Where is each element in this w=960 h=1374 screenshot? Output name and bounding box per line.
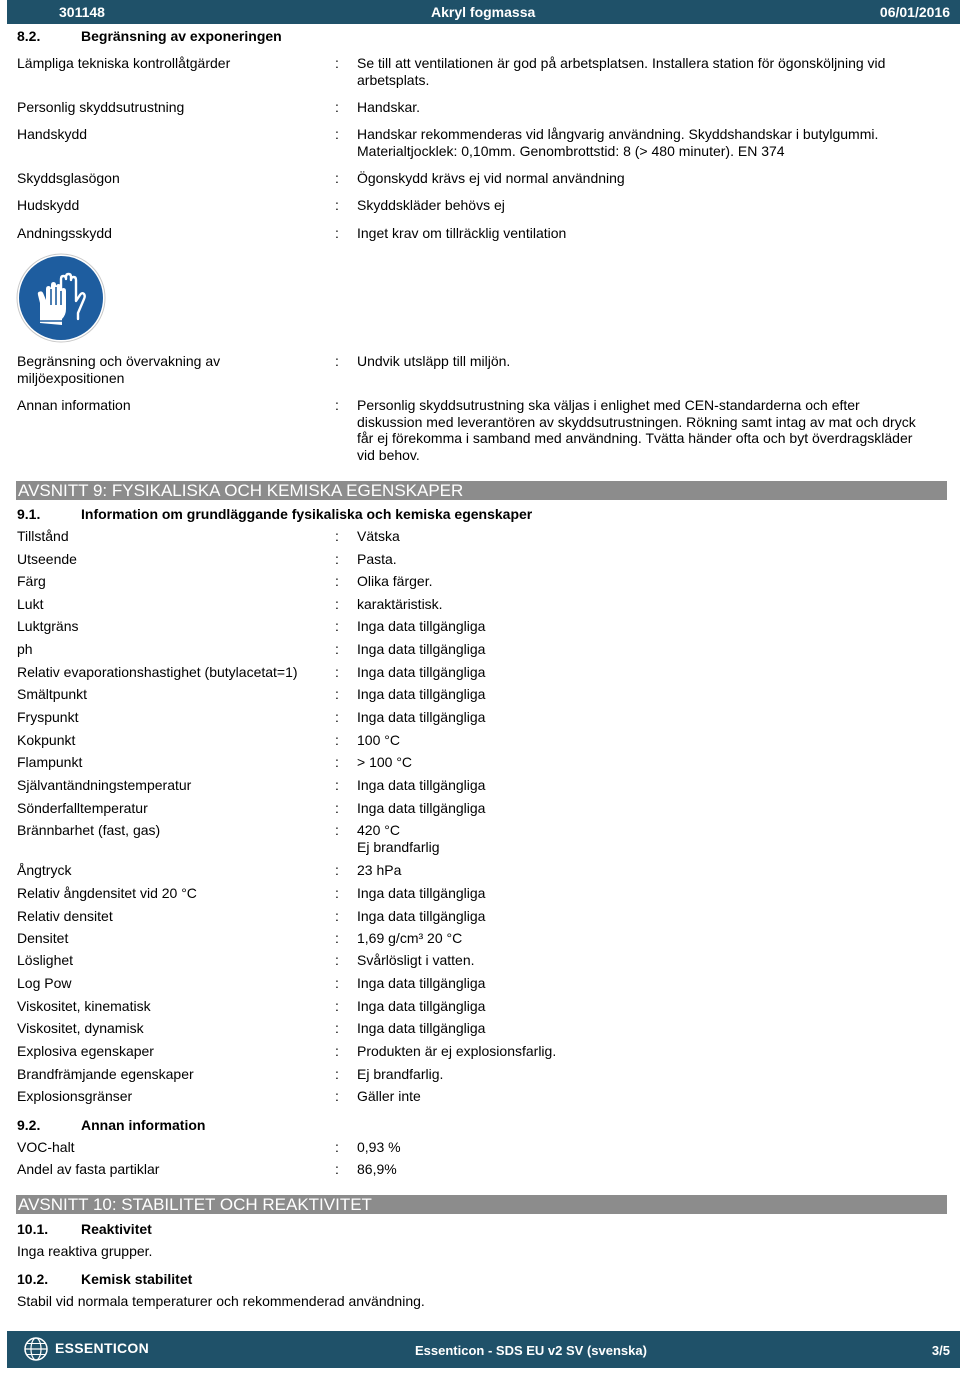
- ppe-value: Handskar.: [357, 99, 421, 115]
- section-8-2-title: Begränsning av exponeringen: [81, 28, 282, 44]
- section-10-2-title: Kemisk stabilitet: [81, 1271, 193, 1287]
- ppe-label: Lämpliga tekniska kontrollåtgärder: [17, 55, 231, 71]
- ppe-value: Ögonskydd krävs ej vid normal användning: [357, 170, 625, 186]
- separator-colon: :: [335, 596, 339, 612]
- page-header: [7, 0, 960, 24]
- property-value: Produkten är ej explosionsfarlig.: [357, 1043, 557, 1059]
- property-label: Brandfrämjande egenskaper: [17, 1066, 194, 1082]
- property-value: 100 °C: [357, 732, 400, 748]
- property-value: karaktäristisk.: [357, 596, 443, 612]
- property-value: 1,69 g/cm³ 20 °C: [357, 930, 463, 946]
- property-label: Flampunkt: [17, 754, 83, 770]
- property-label: Viskositet, dynamisk: [17, 1020, 144, 1036]
- property-value: 23 hPa: [357, 862, 402, 878]
- separator-colon: :: [335, 197, 339, 213]
- separator-colon: :: [335, 1043, 339, 1059]
- separator-colon: :: [335, 862, 339, 878]
- property-value: Inga data tillgängliga: [357, 800, 486, 816]
- property-value: Inga data tillgängliga: [357, 908, 486, 924]
- property-label: Självantändningstemperatur: [17, 777, 192, 793]
- property-value: Inga data tillgängliga: [357, 975, 486, 991]
- ppe-label: Personlig skyddsutrustning: [17, 99, 185, 115]
- separator-colon: :: [335, 225, 339, 241]
- separator-colon: :: [335, 998, 339, 1014]
- property-label: Ångtryck: [17, 862, 72, 878]
- separator-colon: :: [335, 99, 339, 115]
- document-date: 06/01/2016: [879, 4, 950, 20]
- separator-colon: :: [335, 952, 339, 968]
- ppe-value: Materialtjocklek: 0,10mm. Genombrottstid: 8 (> 480 minuter). EN 374: [357, 142, 785, 159]
- section-10-2-number: 10.2.: [17, 1271, 49, 1287]
- section-9-1-number: 9.1.: [17, 506, 41, 522]
- property-value: Inga data tillgängliga: [357, 618, 486, 634]
- env-value: diskussion med leverantören av skyddsutrustningen. Rökning samt intag av mat och dryck: [357, 413, 916, 430]
- separator-colon: :: [335, 641, 339, 657]
- property-label: Luktgräns: [17, 618, 79, 634]
- separator-colon: :: [335, 170, 339, 186]
- property-value: Vätska: [357, 528, 400, 544]
- property-label: ph: [17, 641, 33, 657]
- section-8-2-number: 8.2.: [17, 28, 41, 44]
- ppe-label: Handskydd: [17, 126, 88, 142]
- env-label: Begränsning och övervakning av: [17, 353, 221, 369]
- footer-page-number: 3/5: [931, 1343, 950, 1358]
- env-label: Annan information: [17, 397, 131, 413]
- ppe-value: arbetsplats.: [357, 71, 430, 88]
- ppe-label: Hudskydd: [17, 197, 80, 213]
- separator-colon: :: [335, 930, 339, 946]
- property-value: Svårlösligt i vatten.: [357, 952, 475, 968]
- env-value: Undvik utsläpp till miljön.: [357, 353, 511, 369]
- property-label: Brännbarhet (fast, gas): [17, 822, 161, 838]
- separator-colon: :: [335, 686, 339, 702]
- ppe-label: Skyddsglasögon: [17, 170, 120, 186]
- section-9-banner: AVSNITT 9: FYSIKALISKA OCH KEMISKA EGENSKAPER: [16, 481, 947, 500]
- globe-icon: [23, 1336, 49, 1365]
- property-value: Ej brandfarlig: [357, 839, 440, 855]
- footer-document-name: Essenticon - SDS EU v2 SV (svenska): [415, 1343, 647, 1358]
- separator-colon: :: [335, 754, 339, 770]
- section-10-banner: AVSNITT 10: STABILITET OCH REAKTIVITET: [16, 1195, 947, 1214]
- separator-colon: :: [335, 618, 339, 634]
- property-label: Smältpunkt: [17, 686, 88, 702]
- separator-colon: :: [335, 975, 339, 991]
- other-info-label: Andel av fasta partiklar: [17, 1161, 160, 1177]
- separator-colon: :: [335, 1161, 339, 1177]
- property-value: 420 °C: [357, 822, 400, 838]
- document-id: 301148: [59, 4, 105, 20]
- other-info-value: 86,9%: [357, 1161, 397, 1177]
- property-label: Relativ evaporationshastighet (butylacetat=1): [17, 664, 298, 680]
- property-label: Explosiva egenskaper: [17, 1043, 154, 1059]
- separator-colon: :: [335, 126, 339, 142]
- property-label: Viskositet, kinematisk: [17, 998, 151, 1014]
- separator-colon: :: [335, 551, 339, 567]
- property-label: Kokpunkt: [17, 732, 76, 748]
- property-value: Inga data tillgängliga: [357, 709, 486, 725]
- property-value: Ej brandfarlig.: [357, 1066, 444, 1082]
- separator-colon: :: [335, 822, 339, 838]
- property-label: Sönderfalltemperatur: [17, 800, 148, 816]
- separator-colon: :: [335, 709, 339, 725]
- ppe-value: Inget krav om tillräcklig ventilation: [357, 225, 567, 241]
- property-value: Pasta.: [357, 551, 397, 567]
- property-value: Inga data tillgängliga: [357, 1020, 486, 1036]
- property-label: Densitet: [17, 930, 69, 946]
- other-info-value: 0,93 %: [357, 1139, 401, 1155]
- property-value: Inga data tillgängliga: [357, 664, 486, 680]
- separator-colon: :: [335, 1066, 339, 1082]
- separator-colon: :: [335, 397, 339, 413]
- property-label: Fryspunkt: [17, 709, 79, 725]
- property-label: Tillstånd: [17, 528, 69, 544]
- property-label: Relativ densitet: [17, 908, 113, 924]
- product-name: Akryl fogmassa: [431, 4, 536, 20]
- separator-colon: :: [335, 777, 339, 793]
- separator-colon: :: [335, 800, 339, 816]
- ppe-value: Se till att ventilationen är god på arbetsplatsen. Installera station för ögonsköljning vid: [357, 55, 886, 71]
- separator-colon: :: [335, 885, 339, 901]
- separator-colon: :: [335, 1088, 339, 1104]
- separator-colon: :: [335, 528, 339, 544]
- property-value: Inga data tillgängliga: [357, 777, 486, 793]
- property-label: Log Pow: [17, 975, 72, 991]
- property-value: > 100 °C: [357, 754, 413, 770]
- ppe-value: Handskar rekommenderas vid långvarig användning. Skyddshandskar i butylgummi.: [357, 126, 879, 142]
- property-label: Relativ ångdensitet vid 20 °C: [17, 885, 197, 901]
- env-value: vid behov.: [357, 446, 420, 463]
- section-9-2-title: Annan information: [81, 1117, 206, 1133]
- property-value: Inga data tillgängliga: [357, 641, 486, 657]
- env-value: Personlig skyddsutrustning ska väljas i enlighet med CEN-standarderna och efter: [357, 397, 860, 413]
- section-10-2-text: Stabil vid normala temperaturer och rekommenderad användning.: [17, 1293, 425, 1309]
- gloves-icon: [16, 253, 106, 343]
- property-value: Olika färger.: [357, 573, 433, 589]
- ppe-label: Andningsskydd: [17, 225, 112, 241]
- property-label: Färg: [17, 573, 46, 589]
- separator-colon: :: [335, 908, 339, 924]
- section-10-1-number: 10.1.: [17, 1221, 49, 1237]
- footer-logo: ESSENTICON: [55, 1340, 150, 1356]
- section-10-1-text: Inga reaktiva grupper.: [17, 1243, 153, 1259]
- ppe-value: Skyddskläder behövs ej: [357, 197, 505, 213]
- property-value: Inga data tillgängliga: [357, 998, 486, 1014]
- property-value: Inga data tillgängliga: [357, 686, 486, 702]
- separator-colon: :: [335, 732, 339, 748]
- section-9-2-number: 9.2.: [17, 1117, 41, 1133]
- separator-colon: :: [335, 353, 339, 369]
- env-value: får ej förekomma i samband med användning. Tvätta händer ofta och byt överdragskläder: [357, 430, 913, 446]
- env-label: miljöexpositionen: [17, 369, 125, 386]
- separator-colon: :: [335, 1020, 339, 1036]
- separator-colon: :: [335, 664, 339, 680]
- separator-colon: :: [335, 1139, 339, 1155]
- property-label: Löslighet: [17, 952, 74, 968]
- property-label: Explosionsgränser: [17, 1088, 133, 1104]
- section-9-1-title: Information om grundläggande fysikaliska och kemiska egenskaper: [81, 506, 533, 522]
- property-label: Lukt: [17, 596, 44, 612]
- property-value: Gäller inte: [357, 1088, 421, 1104]
- separator-colon: :: [335, 55, 339, 71]
- property-value: Inga data tillgängliga: [357, 885, 486, 901]
- separator-colon: :: [335, 573, 339, 589]
- property-label: Utseende: [17, 551, 77, 567]
- page-footer: [7, 1331, 960, 1368]
- other-info-label: VOC-halt: [17, 1139, 75, 1155]
- section-10-1-title: Reaktivitet: [81, 1221, 152, 1237]
